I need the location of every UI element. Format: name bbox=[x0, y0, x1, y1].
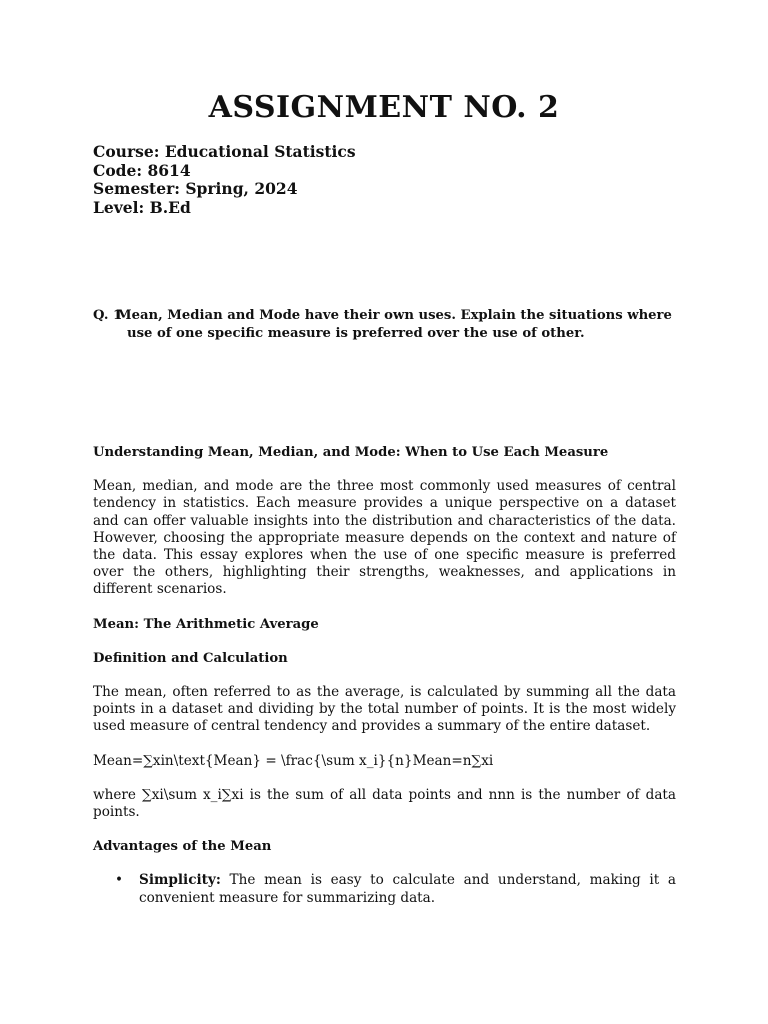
question-text-content: Mean, Median and Mode have their own uses. Explain the situations where use of one specific measure is preferred over the use of other. bbox=[117, 308, 672, 341]
bullet-text: The mean is easy to calculate and understand, making it a convenient measure for summarizing data. bbox=[139, 872, 676, 906]
course-line: Course: Educational Statistics bbox=[93, 142, 356, 161]
where-paragraph: where ∑xi\sum x_i∑xi is the sum of all data points and nnn is the number of data points. bbox=[93, 786, 676, 821]
intro-paragraph: Mean, median, and mode are the three most commonly used measures of central tendency in statistics. Each measure provides a unique perspective on a dataset and can offer valuable insights into the distribution and characteristics of the data. However, choosing the appropriate measure depends on the context and nature of the data. This essay explores when the use of one specific measure is preferred over the others, highlighting their strengths, weaknesses, and applications in different scenarios. bbox=[93, 478, 676, 598]
list-item bbox=[115, 872, 676, 906]
level-line: Level: B.Ed bbox=[93, 197, 191, 217]
mean-heading: Mean: The Arithmetic Average bbox=[93, 616, 319, 632]
definition-heading: Definition and Calculation bbox=[93, 650, 288, 666]
semester-line: Semester: Spring, 2024 bbox=[93, 179, 298, 198]
advantages-heading: Advantages of the Mean bbox=[93, 839, 272, 855]
advantages-list bbox=[93, 872, 676, 906]
document-body bbox=[93, 444, 676, 907]
code-line: Code: 8614 bbox=[93, 160, 191, 180]
question-number: Q. 1 bbox=[93, 308, 123, 323]
definition-paragraph: The mean, often referred to as the average, is calculated by summing all the data points in a dataset and dividing by the total number of points. It is the most widely used measure of central tendency and provides a summary of the entire dataset. bbox=[93, 684, 676, 735]
mean-formula: Mean=∑xin\text{Mean} = \frac{\sum x_i}{n}Mean=n∑xi bbox=[93, 752, 494, 769]
question-text bbox=[93, 307, 683, 343]
course-meta bbox=[93, 143, 356, 217]
document-title: ASSIGNMENT NO. 2 bbox=[208, 90, 560, 125]
bullet-icon: • bbox=[115, 872, 124, 889]
question-block bbox=[93, 307, 683, 343]
main-heading: Understanding Mean, Median, and Mode: When to Use Each Measure bbox=[93, 445, 609, 460]
bullet-label: Simplicity: bbox=[139, 872, 221, 889]
